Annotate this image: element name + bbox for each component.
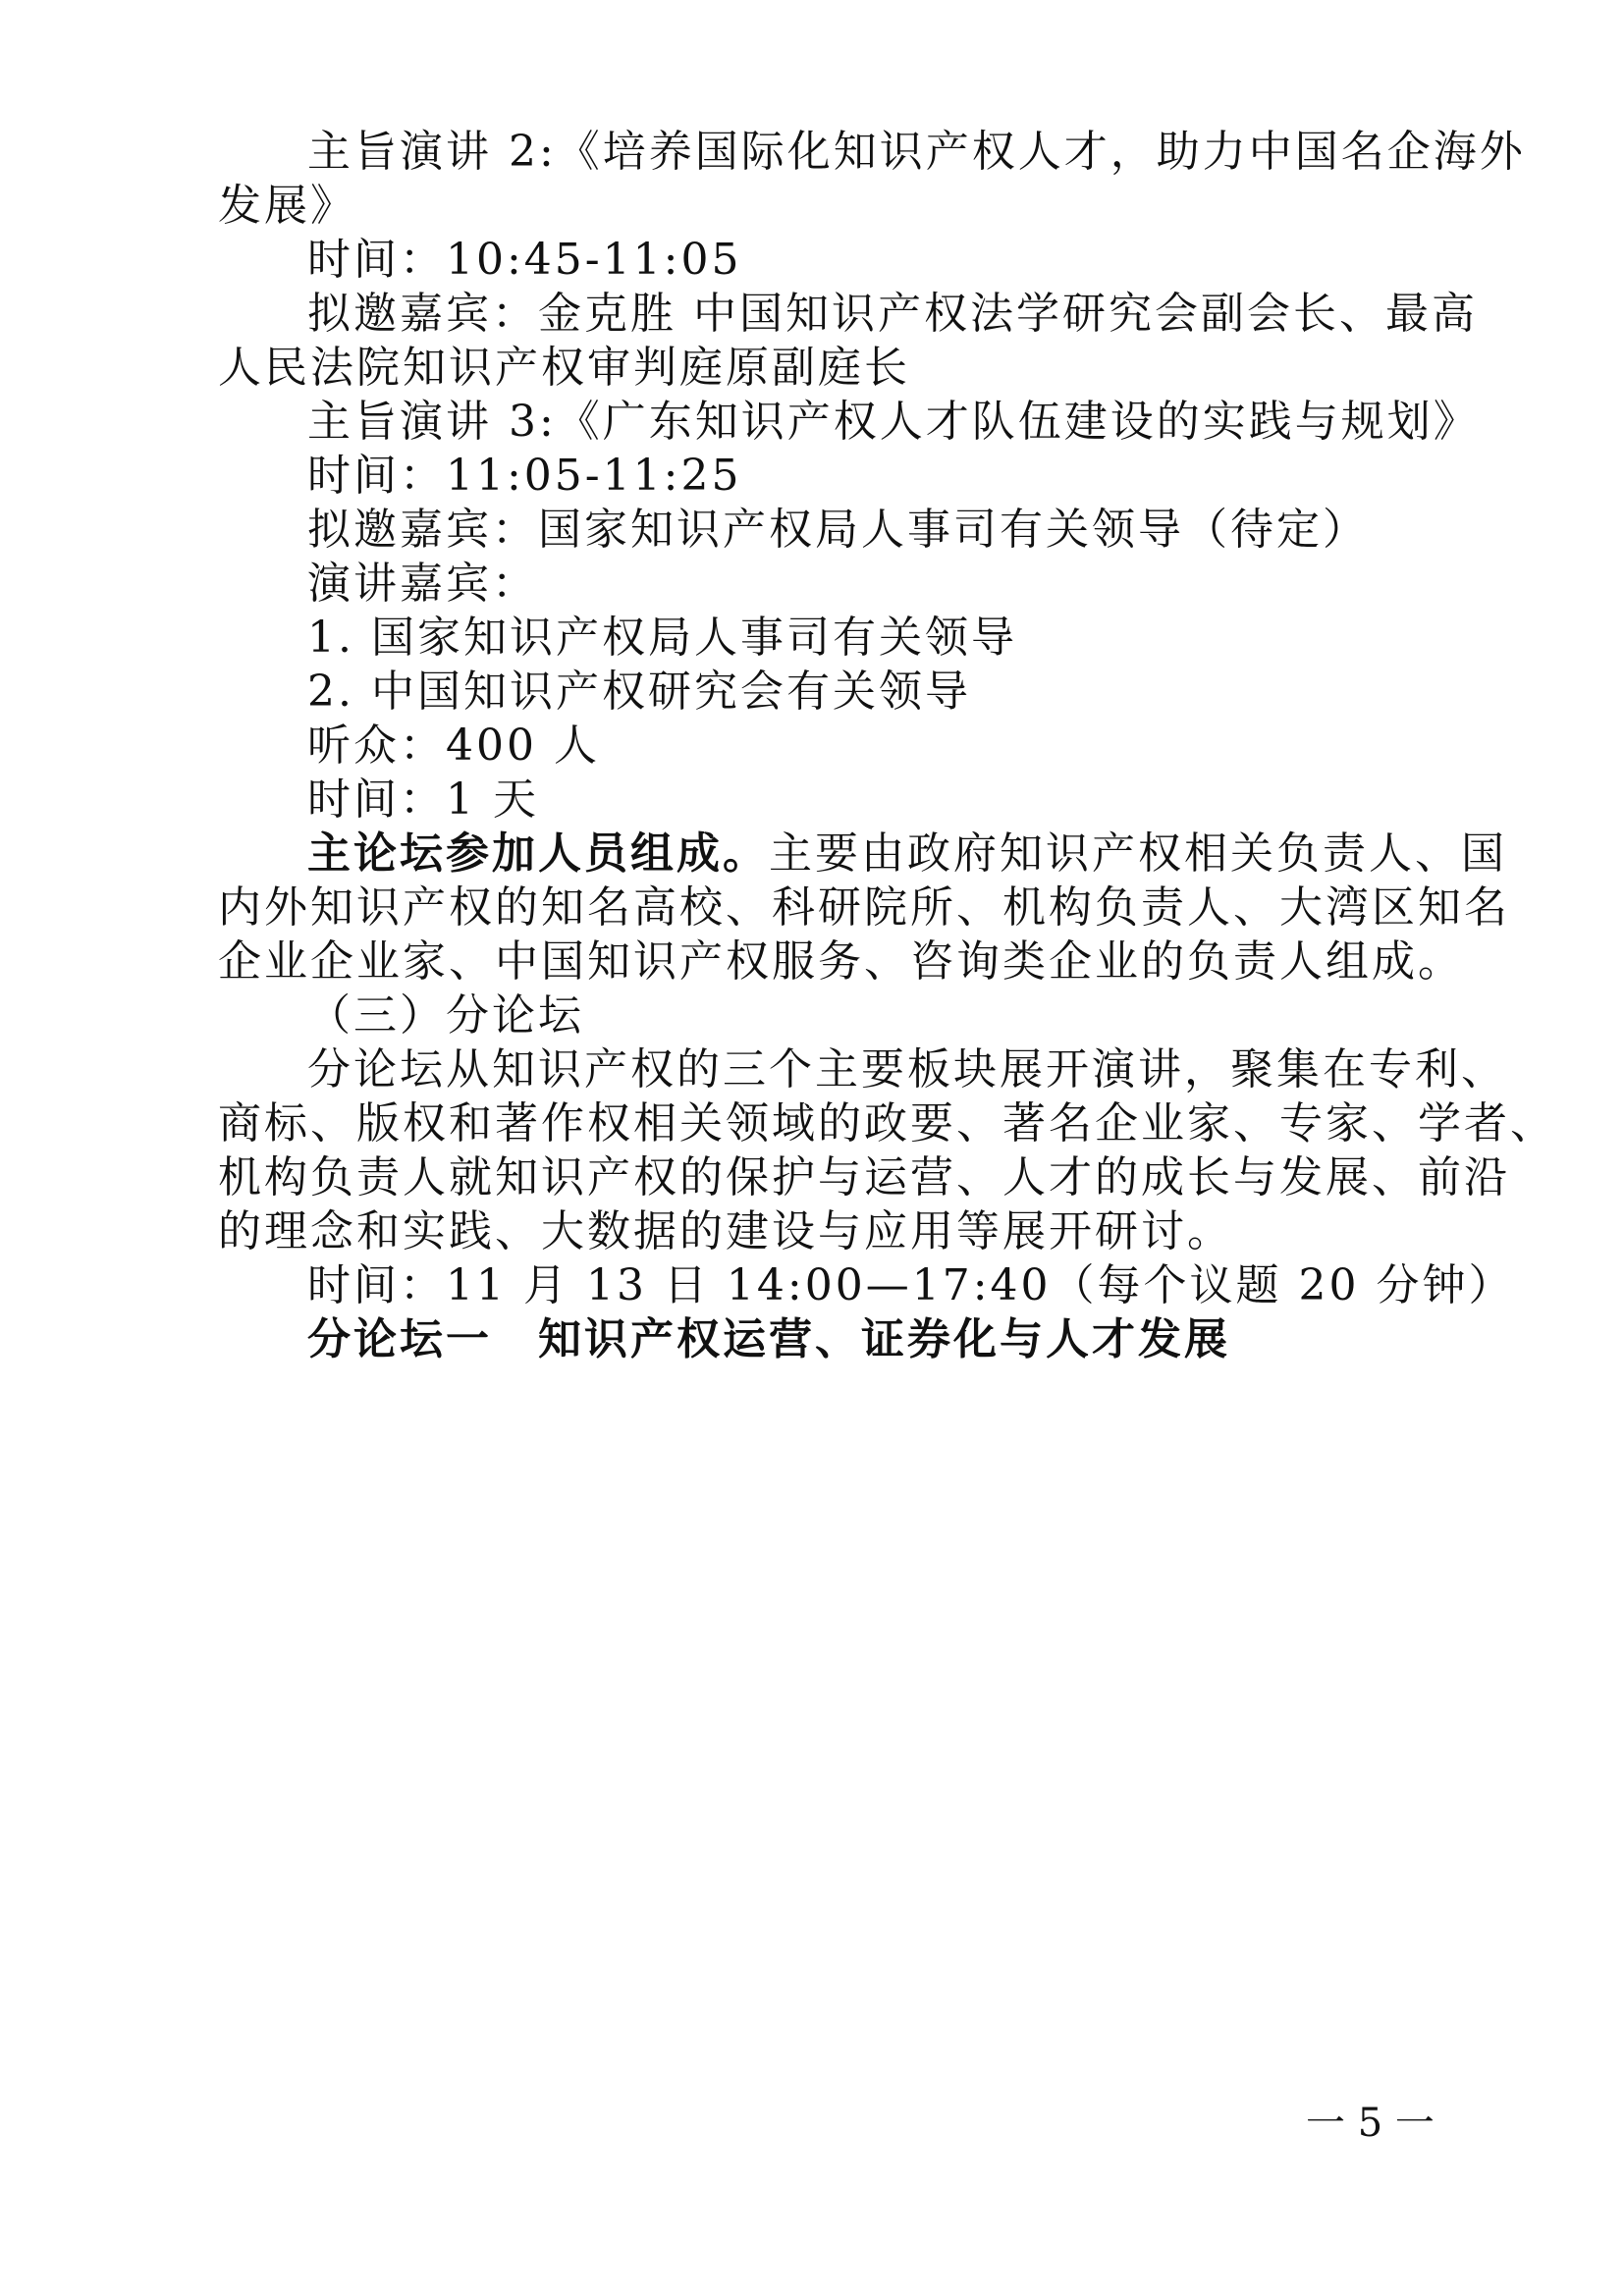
keynote-2-guest-cont: 人民法院知识产权审判庭原副庭长: [218, 343, 910, 393]
keynote-2-title: 主旨演讲 2:《培养国际化知识产权人才，助力中国名企海外: [307, 127, 1526, 177]
audience-count: 听众：400 人: [307, 721, 600, 771]
keynote-3-time: 时间：11:05-11:25: [307, 451, 742, 501]
section-paragraph-line-3: 机构负责人就知识产权的保护与运营、人才的成长与发展、前沿: [218, 1152, 1510, 1202]
speakers-label: 演讲嘉宾：: [307, 559, 538, 609]
keynote-2-time: 时间：10:45-11:05: [307, 235, 742, 285]
keynote-3-guest: 拟邀嘉宾：国家知识产权局人事司有关领导（待定）: [307, 505, 1369, 555]
composition-line-3: 企业企业家、中国知识产权服务、咨询类企业的负责人组成。: [218, 936, 1464, 987]
keynote-2-guest: 拟邀嘉宾：金克胜 中国知识产权法学研究会副会长、最高: [307, 289, 1478, 339]
section-paragraph-line-2: 商标、版权和著作权相关领域的政要、著名企业家、专家、学者、: [218, 1098, 1556, 1148]
composition-text: 主要由政府知识产权相关负责人、国: [769, 828, 1507, 879]
duration: 时间：1 天: [307, 774, 539, 825]
section-paragraph-line-4: 的理念和实践、大数据的建设与应用等展开研讨。: [218, 1206, 1233, 1256]
section-paragraph-line-1: 分论坛从知识产权的三个主要板块展开演讲，聚集在专利、: [307, 1044, 1507, 1095]
composition-line-2: 内外知识产权的知名高校、科研院所、机构负责人、大湾区知名: [218, 882, 1510, 933]
subforum-time: 时间：11 月 13 日 14:00—17:40（每个议题 20 分钟）: [307, 1260, 1515, 1310]
speaker-item-1: 1. 国家知识产权局人事司有关领导: [307, 613, 1017, 663]
page-number: 一 5 一: [1306, 2101, 1435, 2146]
section-title: （三）分论坛: [307, 990, 584, 1041]
composition-line-1: [307, 825, 1507, 883]
keynote-3-title: 主旨演讲 3:《广东知识产权人才队伍建设的实践与规划》: [307, 397, 1480, 447]
keynote-2-title-cont: 发展》: [218, 181, 356, 231]
composition-heading: 主论坛参加人员组成。: [307, 828, 769, 879]
speaker-item-2: 2. 中国知识产权研究会有关领导: [307, 667, 971, 717]
subforum-1-title: 分论坛一 知识产权运营、证券化与人才发展: [307, 1314, 1230, 1364]
